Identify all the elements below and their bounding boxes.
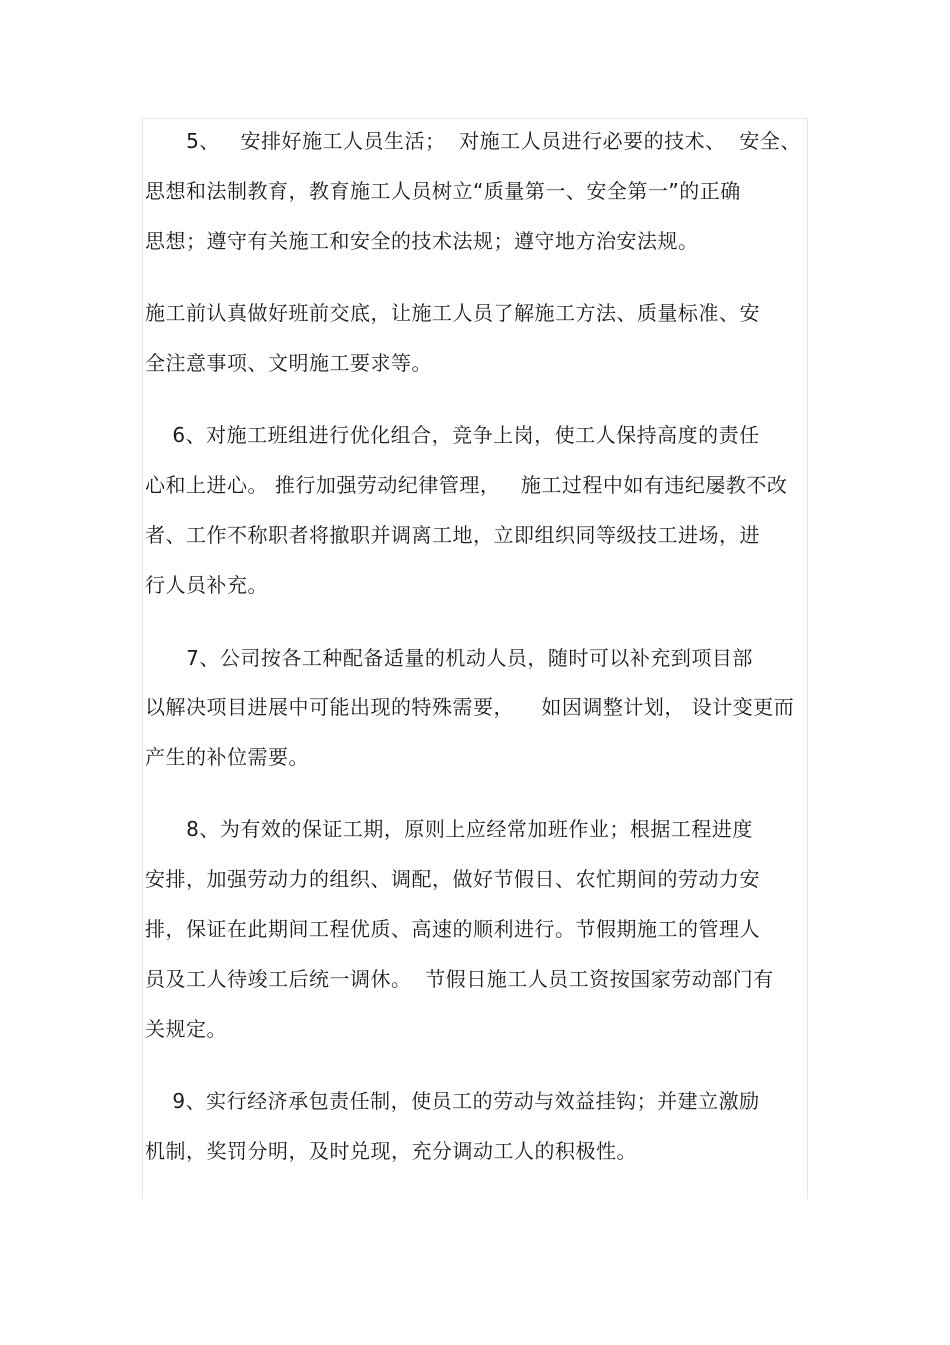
paragraph-line: 全注意事项、文明施工要求等。 — [145, 351, 432, 375]
paragraph-line: 机制，奖罚分明，及时兑现，充分调动工人的积极性。 — [145, 1139, 637, 1163]
paragraph-line: 安排，加强劳动力的组织、调配，做好节假日、农忙期间的劳动力安 — [145, 867, 760, 891]
paragraph-line: 5、 安排好施工人员生活； 对施工人员进行必要的技术、 安全、 — [145, 129, 801, 153]
paragraph-line: 产生的补位需要。 — [145, 745, 309, 769]
paragraph-line: 心和上进心。 推行加强劳动纪律管理， 施工过程中如有违纪屡教不改 — [145, 473, 788, 497]
paragraph-line: 6、对施工班组进行优化组合，竞争上岗，使工人保持高度的责任 — [145, 423, 760, 447]
paragraph-line: 8、为有效的保证工期，原则上应经常加班作业；根据工程进度 — [145, 817, 753, 841]
paragraph-line: 思想和法制教育，教育施工人员树立“质量第一、安全第一”的正确 — [145, 179, 741, 203]
paragraph-line: 排，保证在此期间工程优质、高速的顺利进行。节假期施工的管理人 — [145, 917, 760, 941]
paragraph-line: 思想；遵守有关施工和安全的技术法规；遵守地方治安法规。 — [145, 229, 699, 253]
paragraph-line: 行人员补充。 — [145, 573, 268, 597]
paragraph-line: 9、实行经济承包责任制，使员工的劳动与效益挂钩；并建立激励 — [145, 1089, 760, 1113]
paragraph-line: 以解决项目进展中可能出现的特殊需要， 如因调整计划， 设计变更而 — [145, 695, 795, 719]
paragraph-line: 施工前认真做好班前交底，让施工人员了解施工方法、质量标准、安 — [145, 301, 760, 325]
paragraph-line: 7、公司按各工种配备适量的机动人员，随时可以补充到项目部 — [145, 646, 753, 670]
paragraph-line: 者、工作不称职者将撤职并调离工地，立即组织同等级技工进场，进 — [145, 523, 760, 547]
paragraph-line: 关规定。 — [145, 1017, 227, 1041]
paragraph-line: 员及工人待竣工后统一调休。 节假日施工人员工资按国家劳动部门有 — [145, 967, 774, 991]
